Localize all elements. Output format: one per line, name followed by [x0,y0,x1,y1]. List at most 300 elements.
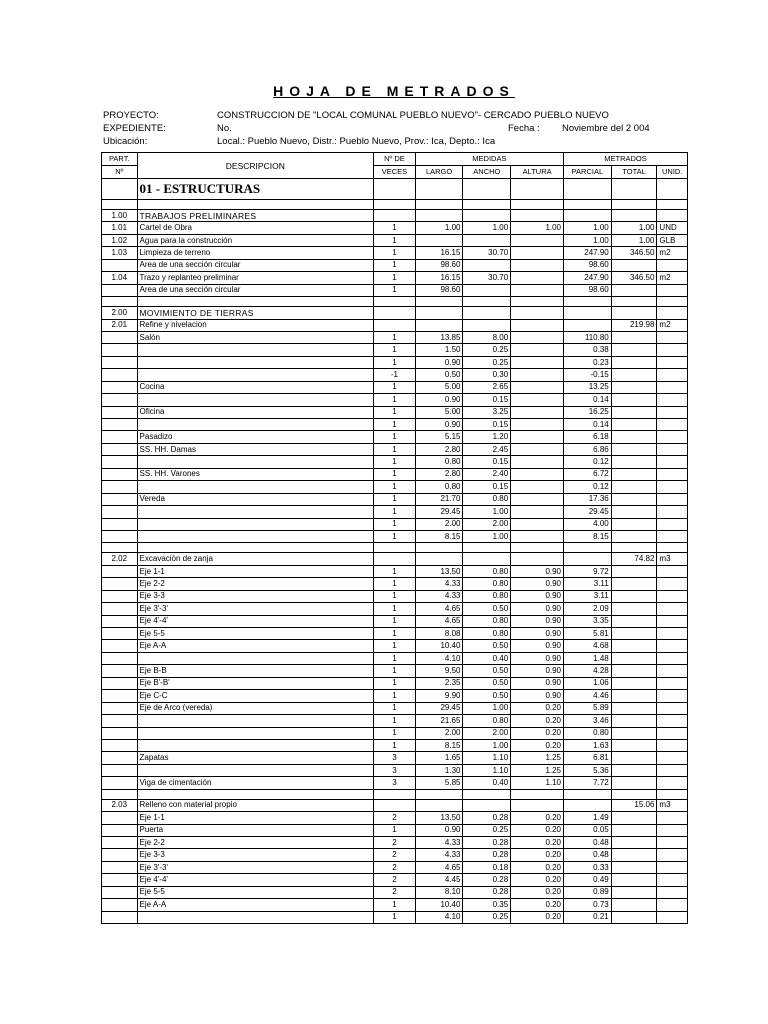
cell-ancho: 0.15 [463,419,511,431]
cell-largo: 4.33 [415,837,463,849]
cell-largo [415,789,463,799]
cell-veces: 1 [374,456,416,468]
cell-descripcion: Eje 3-3 [137,590,374,602]
cell-total [611,665,657,677]
cell-descripcion: MOVIMIENTO DE TIERRAS [137,307,374,319]
cell-ancho [463,543,511,553]
table-row [102,553,688,565]
cell-altura: 0.90 [511,677,564,689]
cell-descripcion [137,911,374,923]
cell-total [611,677,657,689]
cell-altura: 0.20 [511,702,564,714]
cell-total [611,297,657,307]
cell-parcial: 0.05 [564,824,612,836]
cell-total [611,702,657,714]
cell-descripcion: Eje 5-5 [137,886,374,898]
cell-veces: 1 [374,331,416,343]
cell-ancho: 0.80 [463,493,511,505]
table-row [102,369,688,381]
cell-altura [511,443,564,455]
cell-unid [657,849,688,861]
col-descripcion: DESCRIPCION [137,153,374,179]
cell-veces: 2 [374,837,416,849]
cell-part [102,739,138,751]
cell-unid [657,677,688,689]
table-row [102,443,688,455]
cell-descripcion: SS. HH. Damas [137,443,374,455]
cell-total [611,849,657,861]
cell-largo: 10.40 [415,640,463,652]
cell-altura: 1.25 [511,764,564,776]
cell-veces: 1 [374,739,416,751]
cell-descripcion: Eje 1-1 [137,565,374,577]
cell-unid: m3 [657,553,688,565]
cell-veces: 3 [374,777,416,789]
cell-unid: GLB [657,234,688,246]
cell-ancho: 0.80 [463,715,511,727]
cell-largo: 4.65 [415,615,463,627]
cell-parcial: 0.23 [564,356,612,368]
cell-descripcion [137,727,374,739]
cell-total [611,369,657,381]
cell-total [611,652,657,664]
cell-veces: 1 [374,381,416,393]
cell-largo: 9.90 [415,690,463,702]
cell-ancho: 2.00 [463,518,511,530]
cell-descripcion: Area de una sección circular [137,259,374,271]
cell-largo: 5.00 [415,406,463,418]
cell-veces: 1 [374,640,416,652]
cell-unid [657,702,688,714]
table-row [102,356,688,368]
table-row [102,665,688,677]
table-row [102,518,688,530]
cell-altura: 0.20 [511,824,564,836]
cell-altura: 0.90 [511,628,564,640]
cell-descripcion: Eje 4'-4' [137,615,374,627]
cell-ancho: 0.18 [463,861,511,873]
cell-altura: 1.25 [511,752,564,764]
col-part: PART. [102,153,138,166]
cell-parcial: 6.81 [564,752,612,764]
table-row [102,506,688,518]
cell-veces [374,799,416,811]
cell-parcial [564,799,612,811]
cell-total [611,493,657,505]
cell-parcial [564,210,612,222]
metrados-table [101,152,688,924]
table-row [102,481,688,493]
table-row [102,715,688,727]
table-row [102,222,688,234]
cell-descripcion: Zapatas [137,752,374,764]
cell-total: 74.82 [611,553,657,565]
cell-altura: 1.10 [511,777,564,789]
cell-largo [415,553,463,565]
cell-part [102,356,138,368]
table-row [102,331,688,343]
cell-unid [657,652,688,664]
cell-descripcion: Eje 2-2 [137,837,374,849]
col-metrados: METRADOS [564,153,688,166]
ubicacion-label: Ubicación: [103,136,148,147]
cell-total [611,381,657,393]
cell-part [102,431,138,443]
cell-part: 2.02 [102,553,138,565]
cell-part [102,369,138,381]
cell-veces: 1 [374,727,416,739]
cell-part [102,640,138,652]
cell-parcial: 9.72 [564,565,612,577]
cell-unid [657,628,688,640]
cell-largo [415,297,463,307]
cell-parcial [564,553,612,565]
cell-altura: 0.20 [511,727,564,739]
cell-largo: 2.80 [415,443,463,455]
cell-veces: 1 [374,715,416,727]
cell-altura: 0.20 [511,911,564,923]
cell-unid [657,456,688,468]
table-row [102,837,688,849]
cell-largo: 8.08 [415,628,463,640]
cell-part [102,259,138,271]
cell-total [611,789,657,799]
table-row [102,530,688,542]
cell-largo: 2.00 [415,518,463,530]
table-row [102,565,688,577]
cell-part [102,284,138,296]
cell-ancho: 0.80 [463,565,511,577]
cell-ancho [463,553,511,565]
cell-total: 346.50 [611,272,657,284]
cell-largo: 4.45 [415,874,463,886]
table-row [102,344,688,356]
cell-unid [657,493,688,505]
cell-part [102,911,138,923]
cell-ancho [463,259,511,271]
table-row [102,272,688,284]
cell-veces: 1 [374,394,416,406]
cell-total [611,284,657,296]
cell-total: 219.98 [611,319,657,331]
cell-altura [511,272,564,284]
cell-descripcion: Cocina [137,381,374,393]
cell-ancho: 0.15 [463,394,511,406]
cell-largo: 0.90 [415,419,463,431]
cell-ancho: 0.40 [463,777,511,789]
cell-largo: 0.80 [415,456,463,468]
cell-unid [657,394,688,406]
cell-altura [511,799,564,811]
cell-total [611,874,657,886]
cell-descripcion [137,369,374,381]
cell-ancho: 1.00 [463,222,511,234]
cell-veces [374,297,416,307]
cell-total [611,456,657,468]
cell-descripcion [137,419,374,431]
cell-unid [657,356,688,368]
cell-veces: 1 [374,443,416,455]
cell-part [102,530,138,542]
cell-veces: 1 [374,481,416,493]
cell-altura [511,431,564,443]
cell-altura [511,543,564,553]
cell-largo: 0.90 [415,356,463,368]
cell-largo: 13.85 [415,331,463,343]
cell-largo [415,543,463,553]
cell-part: 1.04 [102,272,138,284]
cell-unid: UND [657,222,688,234]
cell-ancho: 1.00 [463,506,511,518]
cell-part [102,715,138,727]
cell-part [102,481,138,493]
cell-ancho: 1.20 [463,431,511,443]
cell-descripcion: Relleno con material propio [137,799,374,811]
cell-total [611,715,657,727]
cell-unid [657,837,688,849]
cell-ancho: 30.70 [463,272,511,284]
cell-descripcion [137,543,374,553]
cell-descripcion: SS. HH. Varones [137,468,374,480]
cell-unid [657,715,688,727]
cell-descripcion [137,356,374,368]
table-row [102,690,688,702]
cell-parcial: 247.90 [564,247,612,259]
cell-parcial: 247.90 [564,272,612,284]
cell-parcial: 4.46 [564,690,612,702]
cell-altura [511,481,564,493]
cell-altura [511,234,564,246]
cell-part [102,615,138,627]
cell-parcial [564,789,612,799]
cell-ancho: 0.25 [463,356,511,368]
cell-part [102,590,138,602]
table-row [102,543,688,553]
cell-parcial: 2.09 [564,603,612,615]
cell-unid [657,886,688,898]
cell-altura [511,468,564,480]
table-row [102,200,688,210]
cell-veces: 1 [374,247,416,259]
cell-altura [511,344,564,356]
cell-altura: 0.20 [511,849,564,861]
cell-veces: 2 [374,874,416,886]
cell-parcial: 0.80 [564,727,612,739]
cell-ancho: 0.25 [463,824,511,836]
cell-ancho: 0.80 [463,615,511,627]
cell-ancho [463,210,511,222]
cell-parcial: 0.14 [564,419,612,431]
cell-descripcion: Trazo y replanteo preliminar [137,272,374,284]
cell-ancho: 1.10 [463,752,511,764]
cell-largo: 1.65 [415,752,463,764]
table-row [102,468,688,480]
cell-part [102,344,138,356]
cell-parcial: 6.86 [564,443,612,455]
cell-veces: 1 [374,356,416,368]
cell-part [102,812,138,824]
cell-part [102,518,138,530]
cell-total [611,210,657,222]
cell-ancho: 0.50 [463,603,511,615]
cell-unid [657,431,688,443]
cell-unid [657,824,688,836]
cell-altura [511,406,564,418]
cell-total [611,481,657,493]
cell-parcial: 0.14 [564,394,612,406]
table-row [102,297,688,307]
cell-veces: 1 [374,234,416,246]
cell-ancho: 3.25 [463,406,511,418]
col-veces: VECES [374,166,416,179]
cell-veces: 2 [374,861,416,873]
cell-veces: 3 [374,764,416,776]
cell-largo: 8.15 [415,530,463,542]
cell-total [611,899,657,911]
cell-largo: 4.65 [415,603,463,615]
cell-parcial: 0.33 [564,861,612,873]
cell-largo: 8.15 [415,739,463,751]
cell-parcial: 3.35 [564,615,612,627]
cell-parcial: 1.49 [564,812,612,824]
cell-unid [657,578,688,590]
cell-parcial: 98.60 [564,259,612,271]
cell-total [611,739,657,751]
cell-ancho: 0.15 [463,481,511,493]
cell-altura: 0.90 [511,590,564,602]
cell-total: 15.06 [611,799,657,811]
cell-largo [415,234,463,246]
cell-descripcion: Cartel de Obra [137,222,374,234]
cell-altura [511,356,564,368]
cell-parcial: 0.12 [564,456,612,468]
cell-largo [415,307,463,319]
cell-descripcion [137,652,374,664]
cell-altura: 0.90 [511,578,564,590]
cell-ancho: 2.45 [463,443,511,455]
col-altura: ALTURA [511,166,564,179]
proyecto-label: PROYECTO: [103,110,159,121]
cell-total [611,331,657,343]
cell-veces: 1 [374,615,416,627]
cell-unid [657,443,688,455]
cell-part [102,777,138,789]
cell-unid [657,200,688,210]
cell-largo: 98.60 [415,259,463,271]
cell-unid [657,518,688,530]
cell-total [611,200,657,210]
cell-descripcion [137,518,374,530]
cell-descripcion: Pasadizo [137,431,374,443]
cell-part [102,506,138,518]
cell-descripcion: Refine y nivelacion [137,319,374,331]
cell-altura: 0.20 [511,899,564,911]
cell-unid [657,307,688,319]
cell-largo: 4.10 [415,911,463,923]
col-ancho: ANCHO [463,166,511,179]
cell-ancho [463,200,511,210]
cell-unid [657,727,688,739]
cell-ancho: 0.35 [463,899,511,911]
cell-ancho [463,319,511,331]
cell-largo: 29.45 [415,702,463,714]
cell-altura [511,297,564,307]
cell-part [102,578,138,590]
cell-ancho: 0.28 [463,886,511,898]
cell-unid [657,739,688,751]
cell-total [611,764,657,776]
cell-ancho: 0.15 [463,456,511,468]
cell-part [102,406,138,418]
cell-total [611,578,657,590]
cell-descripcion: Eje de Arco (vereda) [137,702,374,714]
table-row [102,210,688,222]
cell-total [611,628,657,640]
cell-part [102,886,138,898]
cell-parcial: 3.11 [564,590,612,602]
cell-part [102,443,138,455]
cell-largo: 4.65 [415,861,463,873]
table-row [102,431,688,443]
cell-altura: 0.90 [511,652,564,664]
cell-descripcion [137,200,374,210]
cell-altura [511,553,564,565]
cell-total: 346.50 [611,247,657,259]
table-row [102,777,688,789]
cell-ancho: 1.00 [463,530,511,542]
table-row [102,752,688,764]
cell-veces: 2 [374,812,416,824]
cell-largo [415,210,463,222]
cell-altura: 0.90 [511,690,564,702]
cell-altura [511,319,564,331]
table-row [102,381,688,393]
cell-descripcion: Eje 3'-3' [137,861,374,873]
cell-parcial: 29.45 [564,506,612,518]
cell-altura [511,369,564,381]
cell-parcial: 13.25 [564,381,612,393]
cell-part: 1.03 [102,247,138,259]
cell-parcial: 0.48 [564,837,612,849]
cell-altura [511,307,564,319]
table-row [102,234,688,246]
cell-parcial [564,297,612,307]
cell-parcial: -0.15 [564,369,612,381]
cell-total [611,752,657,764]
table-row [102,652,688,664]
cell-largo: 5.15 [415,431,463,443]
fecha-label: Fecha : [508,123,540,134]
cell-unid [657,640,688,652]
cell-largo: 4.10 [415,652,463,664]
cell-largo: 98.60 [415,284,463,296]
table-row [102,578,688,590]
cell-parcial: 4.28 [564,665,612,677]
cell-ancho: 0.28 [463,849,511,861]
col-unid: UNID. [657,166,688,179]
cell-part [102,419,138,431]
cell-unid [657,752,688,764]
cell-ancho [463,284,511,296]
cell-ancho: 2.00 [463,727,511,739]
table-row [102,284,688,296]
cell-descripcion [137,764,374,776]
cell-parcial: 16.25 [564,406,612,418]
cell-largo: 21.65 [415,715,463,727]
cell-parcial: 8.15 [564,530,612,542]
cell-altura: 0.90 [511,640,564,652]
cell-part [102,727,138,739]
